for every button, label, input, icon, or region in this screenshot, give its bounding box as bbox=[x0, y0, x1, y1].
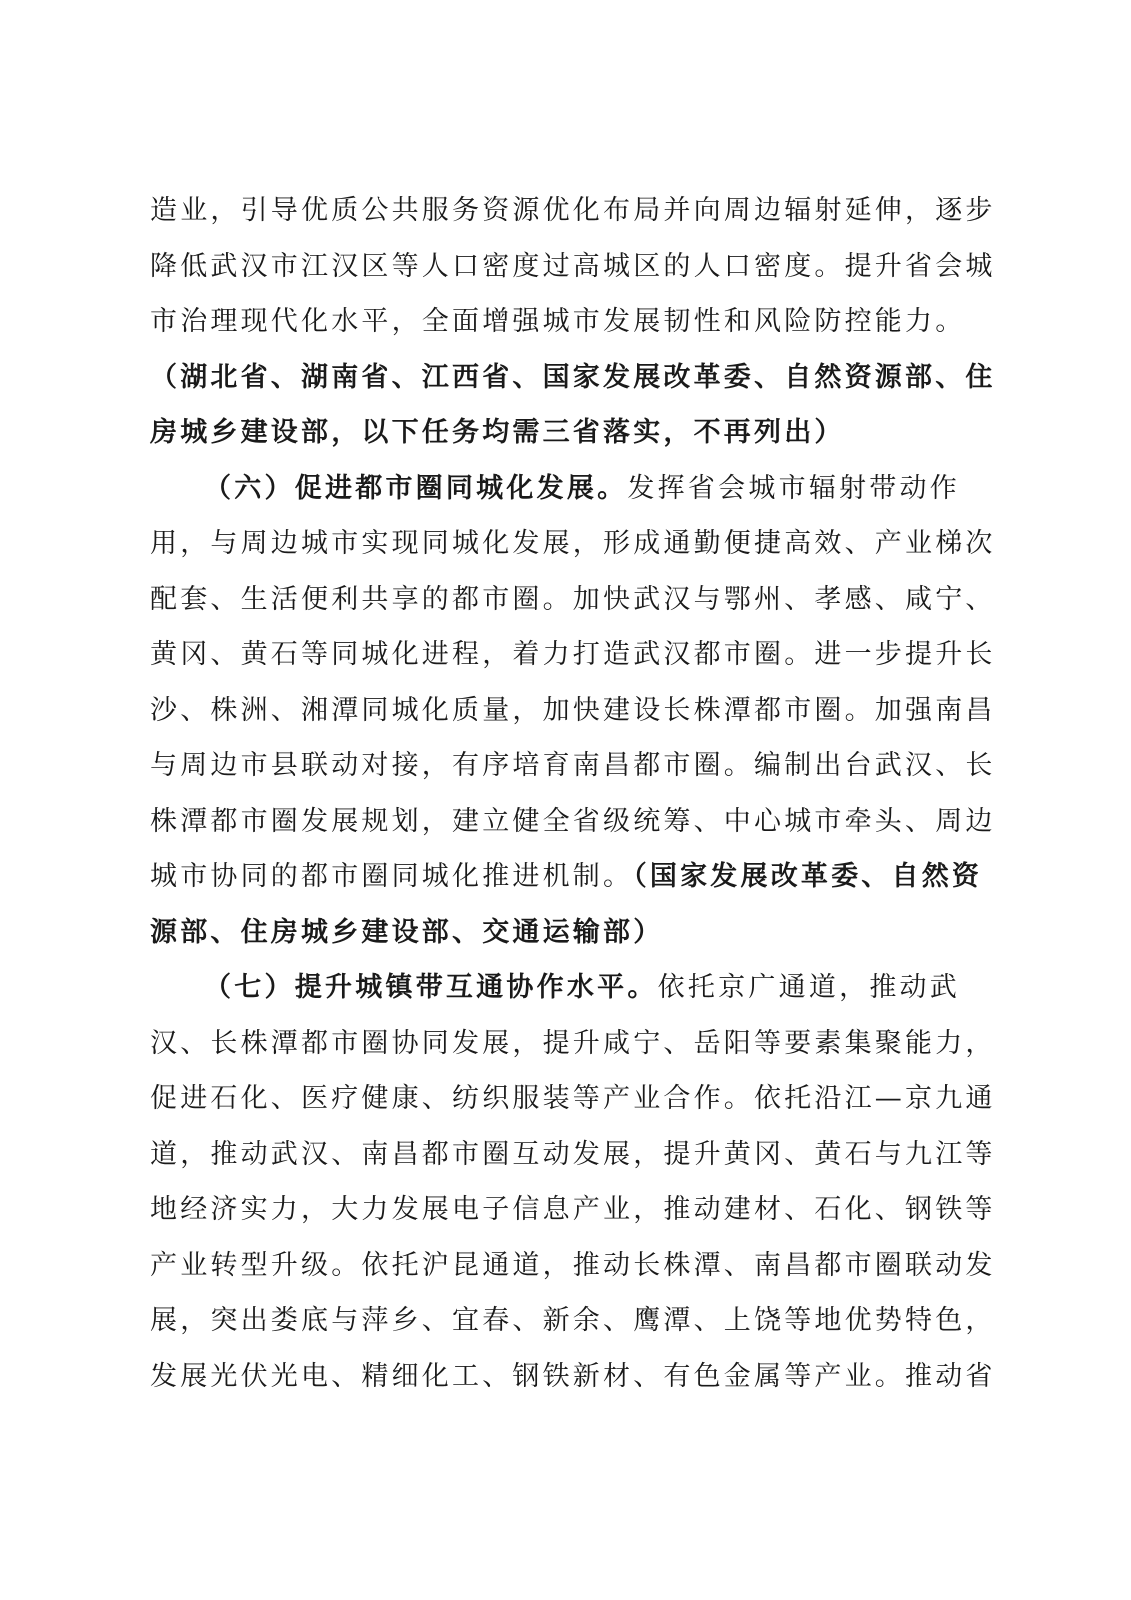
line-text: 道，推动武汉、南昌都市圈互动发展，提升黄冈、黄石与九江等 bbox=[150, 1138, 996, 1170]
line-text: 依托京广通道，推动武 bbox=[657, 972, 960, 1003]
document-body bbox=[150, 183, 996, 1404]
section-heading: （七）提升城镇带互通协作水平。 bbox=[204, 972, 658, 1003]
line-text: 沙、株洲、湘潭同城化质量，加快建设长株潭都市圈。加强南昌 bbox=[150, 694, 996, 726]
text-line bbox=[150, 1349, 996, 1405]
line-text: 房城乡建设部，以下任务均需三省落实，不再列出） bbox=[150, 417, 845, 448]
line-text: 汉、长株潭都市圈协同发展，提升咸宁、岳阳等要素集聚能力， bbox=[150, 1027, 996, 1059]
text-line bbox=[150, 1182, 996, 1238]
line-text: 造业，引导优质公共服务资源优化布局并向周边辐射延伸，逐步 bbox=[150, 195, 996, 226]
line-text: 展，突出娄底与萍乡、宜春、新余、鹰潭、上饶等地优势特色， bbox=[150, 1305, 996, 1336]
text-line bbox=[150, 183, 996, 239]
line-text: 与周边市县联动对接，有序培育南昌都市圈。编制出台武汉、长 bbox=[150, 750, 996, 781]
text-line bbox=[150, 516, 996, 572]
line-text: 市治理现代化水平，全面增强城市发展韧性和风险防控能力。 bbox=[150, 306, 966, 337]
line-text: 配套、生活便利共享的都市圈。加快武汉与鄂州、孝感、咸宁、 bbox=[150, 583, 996, 615]
line-text: （湖北省、湖南省、江西省、国家发展改革委、自然资源部、住 bbox=[150, 361, 996, 393]
text-line bbox=[150, 1238, 996, 1294]
text-line bbox=[150, 683, 996, 739]
text-line bbox=[150, 849, 983, 905]
text-line bbox=[150, 1293, 996, 1349]
text-line bbox=[150, 1127, 996, 1183]
line-text: 降低武汉市江汉区等人口密度过高城区的人口密度。提升省会城 bbox=[150, 250, 996, 282]
section-heading: （六）促进都市圈同城化发展。 bbox=[204, 472, 628, 504]
text-line bbox=[150, 294, 966, 350]
line-text: 发展光伏光电、精细化工、钢铁新材、有色金属等产业。推动省 bbox=[150, 1360, 996, 1392]
text-line bbox=[150, 239, 996, 295]
text-line bbox=[150, 572, 996, 628]
line-text: 产业转型升级。依托沪昆通道，推动长株潭、南昌都市圈联动发 bbox=[150, 1249, 996, 1281]
line-text: 发挥省会城市辐射带动作 bbox=[627, 472, 960, 504]
text-line bbox=[150, 794, 996, 850]
text-line bbox=[150, 738, 996, 794]
text-line bbox=[150, 905, 960, 961]
line-text: 源部、住房城乡建设部、交通运输部） bbox=[150, 916, 664, 948]
responsible-departments: （国家发展改革委、自然资 bbox=[633, 861, 983, 892]
line-text: 地经济实力，大力发展电子信息产业，推动建材、石化、钢铁等 bbox=[150, 1194, 996, 1225]
text-line bbox=[150, 1071, 996, 1127]
line-text: 黄冈、黄石等同城化进程，着力打造武汉都市圈。进一步提升长 bbox=[150, 639, 996, 670]
line-text: 促进石化、医疗健康、纺织服装等产业合作。依托沿江—京九通 bbox=[150, 1083, 996, 1114]
text-line bbox=[150, 405, 960, 461]
line-text: 用，与周边城市实现同城化发展，形成通勤便捷高效、产业梯次 bbox=[150, 528, 996, 559]
text-line bbox=[150, 461, 960, 517]
text-line bbox=[150, 350, 996, 406]
line-text: 株潭都市圈发展规划，建立健全省级统筹、中心城市牵头、周边 bbox=[150, 805, 996, 837]
text-line bbox=[150, 1016, 996, 1072]
line-text: 城市协同的都市圈同城化推进机制。 bbox=[150, 861, 634, 892]
text-line bbox=[150, 627, 996, 683]
text-line bbox=[150, 960, 960, 1016]
